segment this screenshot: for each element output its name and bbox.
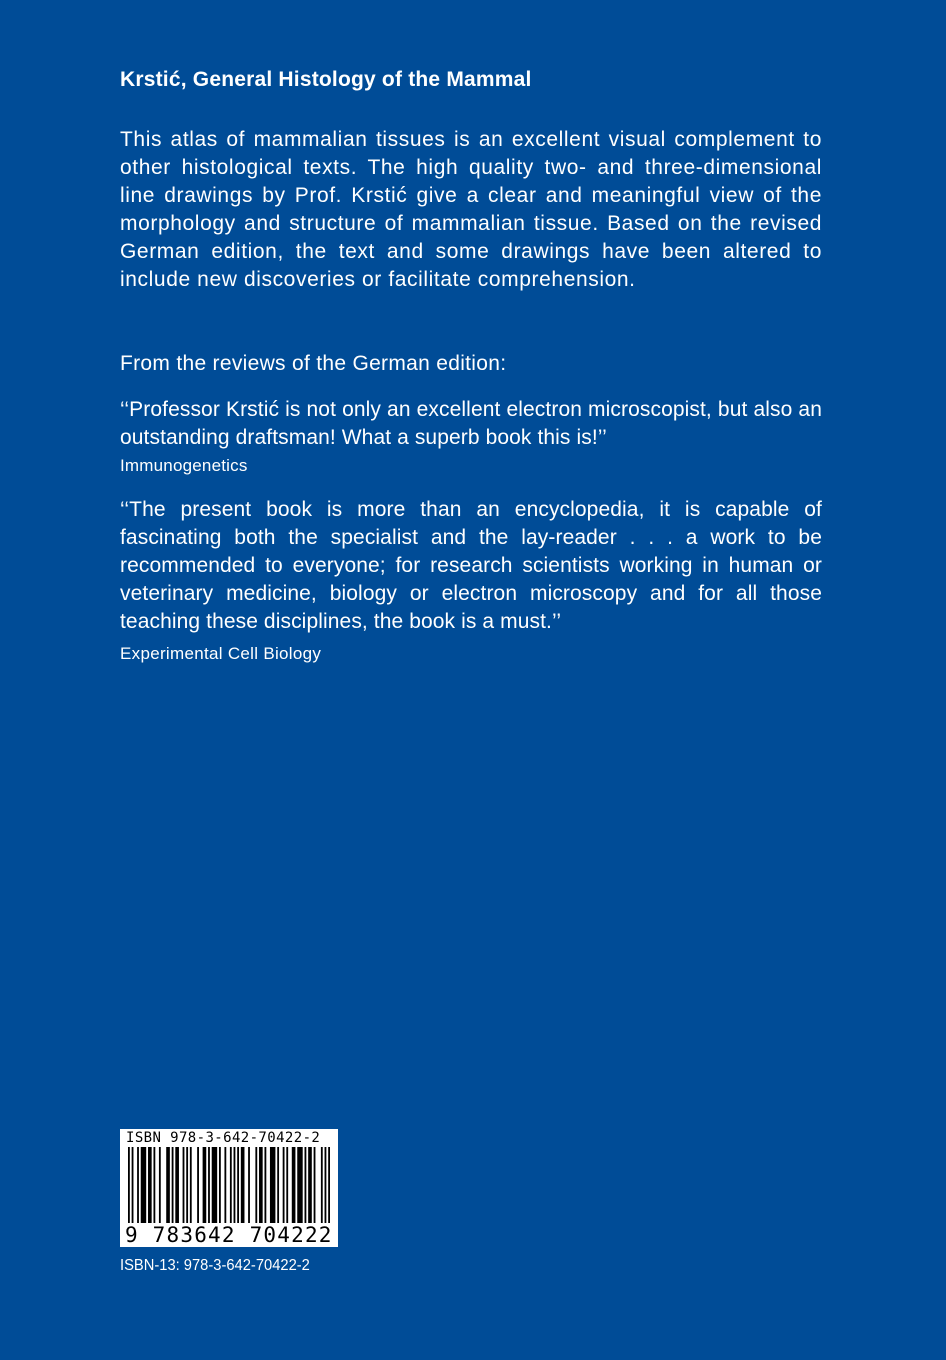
review-source-1: Immunogenetics (120, 456, 248, 475)
barcode-bar (270, 1147, 275, 1223)
barcode-bar (286, 1147, 288, 1223)
barcode-bar (255, 1147, 257, 1223)
review-source-2: Experimental Cell Biology (120, 644, 322, 663)
barcode-bar (219, 1147, 221, 1223)
barcode-bar (183, 1147, 185, 1223)
barcode-bar (237, 1147, 239, 1223)
barcode-bar (148, 1147, 152, 1223)
barcode-bar (175, 1147, 179, 1223)
barcode-bar (264, 1147, 266, 1223)
barcode-bar (141, 1147, 146, 1223)
barcode-bar (277, 1147, 279, 1223)
barcode-bar (224, 1147, 226, 1223)
barcode-bar (259, 1147, 263, 1223)
barcode-bar (297, 1147, 302, 1223)
barcode-bar (241, 1147, 245, 1223)
barcode-bar (212, 1147, 217, 1223)
review-quote-1: ‘‘Professor Krstić is not only an excellent electron microscopist, but also an outstanding draftsman! What a superb book this is!’’ (120, 398, 822, 449)
barcode-bar (197, 1147, 199, 1223)
barcode-bar (186, 1147, 188, 1223)
book-description: This atlas of mammalian tissues is an excellent visual complement to other histological texts. The high quality two- and three-dimensional line drawings by Prof. Krstić give a clear and meaningful view of the morphology and structure of mammalian tissue. Based on the revised German edition, the text and some drawings have been altered to include new discoveries or facilitate comprehension. (120, 128, 822, 291)
book-title: Krstić, General Histology of the Mammal (120, 68, 532, 91)
barcode-digits: 9 783642 704222 (125, 1223, 333, 1247)
review-quote-2: ‘‘The present book is more than an encyclopedia, it is capable of fascinating both the specialist and the lay-reader . . . a work to be recommended to everyone; for research scientists working in human or veterinary medicine, biology or electron microscopy and for all those teaching these disciplines, the book is a must.’’ (120, 498, 822, 633)
barcode (120, 1129, 338, 1247)
barcode-bar (292, 1147, 296, 1223)
barcode-bar (305, 1147, 307, 1223)
barcode-bar (190, 1147, 192, 1223)
barcode-bar (248, 1147, 250, 1223)
barcode-bar (172, 1147, 174, 1223)
barcode-bar (314, 1147, 316, 1223)
barcode-isbn-label: ISBN 978-3-642-70422-2 (126, 1130, 321, 1146)
barcode-bar (321, 1147, 323, 1223)
isbn-13: ISBN-13: 978-3-642-70422-2 (120, 1257, 310, 1274)
barcode-bar (159, 1147, 161, 1223)
barcode-bar (203, 1147, 207, 1223)
barcode-bar (153, 1147, 155, 1223)
reviews-intro: From the reviews of the German edition: (120, 352, 507, 375)
barcode-bar (137, 1147, 139, 1223)
barcode-bar (283, 1147, 285, 1223)
barcode-bar (208, 1147, 210, 1223)
barcode-bar (166, 1147, 170, 1223)
barcode-bar (308, 1147, 312, 1223)
